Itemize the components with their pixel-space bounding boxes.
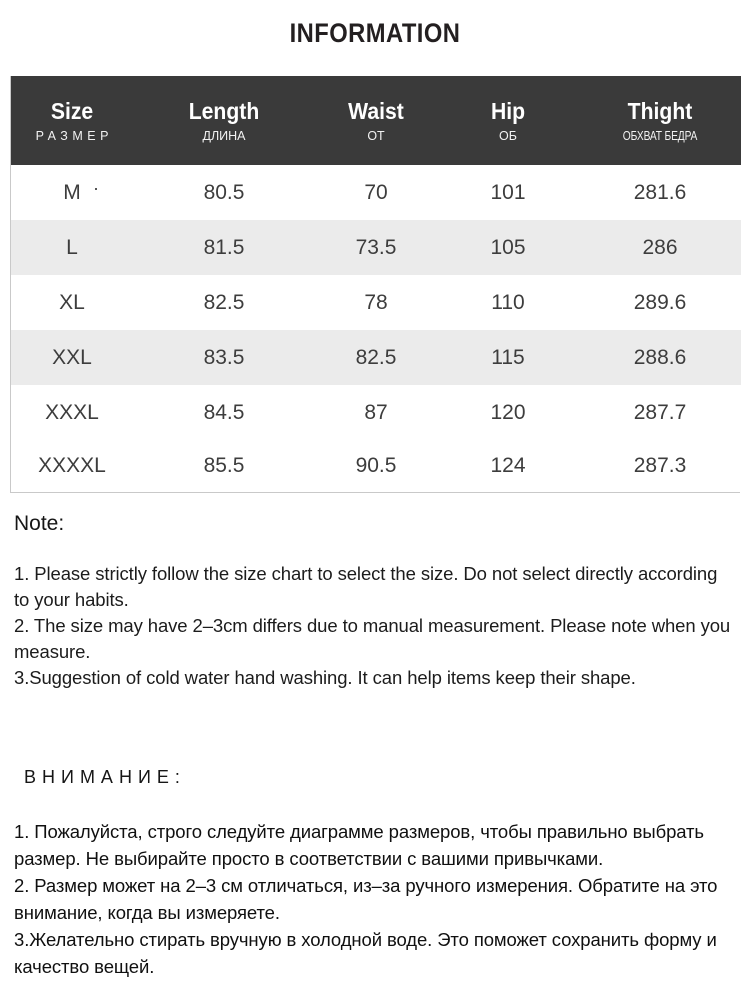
cell-waist: 70 bbox=[364, 180, 388, 204]
column-header-hip-label: Hip bbox=[490, 97, 526, 124]
cell-size: XXXXL bbox=[38, 454, 106, 477]
notes-section-english bbox=[14, 512, 736, 691]
size-chart-table bbox=[10, 76, 740, 493]
note-line-ru-3: 3.Желательно стирать вручную в холодной воде. Это поможет сохранить форму и качество вещей. bbox=[14, 929, 717, 977]
cell-size: L bbox=[66, 235, 78, 259]
cell-hip: 110 bbox=[491, 290, 525, 314]
column-header-length-label: Length bbox=[188, 97, 260, 124]
column-header-hip bbox=[437, 76, 579, 165]
cell-hip: 120 bbox=[490, 400, 526, 424]
page-title: INFORMATION bbox=[289, 18, 461, 48]
table-row bbox=[11, 440, 741, 492]
column-header-size bbox=[11, 76, 133, 165]
cell-hip: 105 bbox=[490, 235, 526, 259]
table-row bbox=[11, 165, 741, 220]
note-line-en-1: 1. Please strictly follow the size chart to select the size. Do not select directly according to your habits. bbox=[14, 563, 718, 611]
cell-thight: 288.6 bbox=[633, 345, 687, 369]
image-speck-artifact bbox=[95, 188, 97, 190]
column-header-waist bbox=[315, 76, 437, 165]
table-row bbox=[11, 330, 741, 385]
column-header-waist-label: Waist bbox=[348, 97, 404, 124]
cell-waist: 90.5 bbox=[355, 454, 397, 477]
notes-heading-russian: ВНИМАНИЕ: bbox=[24, 767, 186, 787]
table-row bbox=[11, 385, 741, 440]
cell-length: 83.5 bbox=[203, 345, 245, 369]
column-header-thight-sublabel: ОБХВАТ БЕДРА bbox=[622, 128, 698, 143]
note-line-ru-1: 1. Пожалуйста, строго следуйте диаграмме размеров, чтобы правильно выбрать размер. Не выбирайте просто в соответствии с вашими привычками. bbox=[14, 821, 704, 869]
cell-waist: 78 bbox=[364, 290, 388, 314]
cell-hip: 115 bbox=[491, 345, 525, 369]
column-header-waist-sublabel: ОТ bbox=[367, 128, 385, 143]
table-row bbox=[11, 275, 741, 330]
column-header-length-sublabel: ДЛИНА bbox=[202, 128, 246, 143]
note-line-ru-2: 2. Размер может на 2–3 см отличаться, из–за ручного измерения. Обратите на это внимание, когда вы измеряете. bbox=[14, 875, 718, 923]
column-header-size-label: Size bbox=[50, 97, 94, 124]
table-header-row bbox=[11, 76, 741, 165]
table-row bbox=[11, 220, 741, 275]
column-header-size-sublabel: РАЗМЕР bbox=[35, 128, 113, 143]
cell-hip: 124 bbox=[490, 454, 526, 477]
column-header-length bbox=[133, 76, 315, 165]
cell-thight: 286 bbox=[642, 235, 678, 259]
cell-length: 82.5 bbox=[203, 290, 245, 314]
cell-length: 81.5 bbox=[203, 235, 245, 259]
cell-size: XXL bbox=[52, 345, 92, 369]
cell-length: 85.5 bbox=[203, 454, 245, 477]
note-line-en-2: 2. The size may have 2–3cm differs due to manual measurement. Please note when you measure. bbox=[14, 615, 731, 663]
column-header-thight bbox=[579, 76, 741, 165]
notes-heading-english: Note: bbox=[14, 512, 65, 535]
cell-thight: 287.7 bbox=[633, 400, 687, 424]
cell-thight: 281.6 bbox=[633, 180, 687, 204]
cell-hip: 101 bbox=[490, 180, 526, 204]
cell-size: M bbox=[63, 180, 81, 204]
cell-length: 84.5 bbox=[203, 400, 245, 424]
cell-size: XL bbox=[59, 290, 85, 314]
cell-thight: 287.3 bbox=[633, 454, 687, 477]
cell-waist: 87 bbox=[364, 400, 388, 424]
column-header-thight-label: Thight bbox=[627, 97, 693, 124]
notes-section-russian bbox=[14, 818, 736, 980]
cell-size: XXXL bbox=[45, 400, 99, 424]
cell-waist: 82.5 bbox=[355, 345, 397, 369]
column-header-hip-sublabel: ОБ bbox=[499, 128, 517, 143]
cell-waist: 73.5 bbox=[355, 235, 397, 259]
note-line-en-3: 3.Suggestion of cold water hand washing. It can help items keep their shape. bbox=[14, 667, 636, 689]
cell-length: 80.5 bbox=[203, 180, 245, 204]
cell-thight: 289.6 bbox=[633, 290, 687, 314]
